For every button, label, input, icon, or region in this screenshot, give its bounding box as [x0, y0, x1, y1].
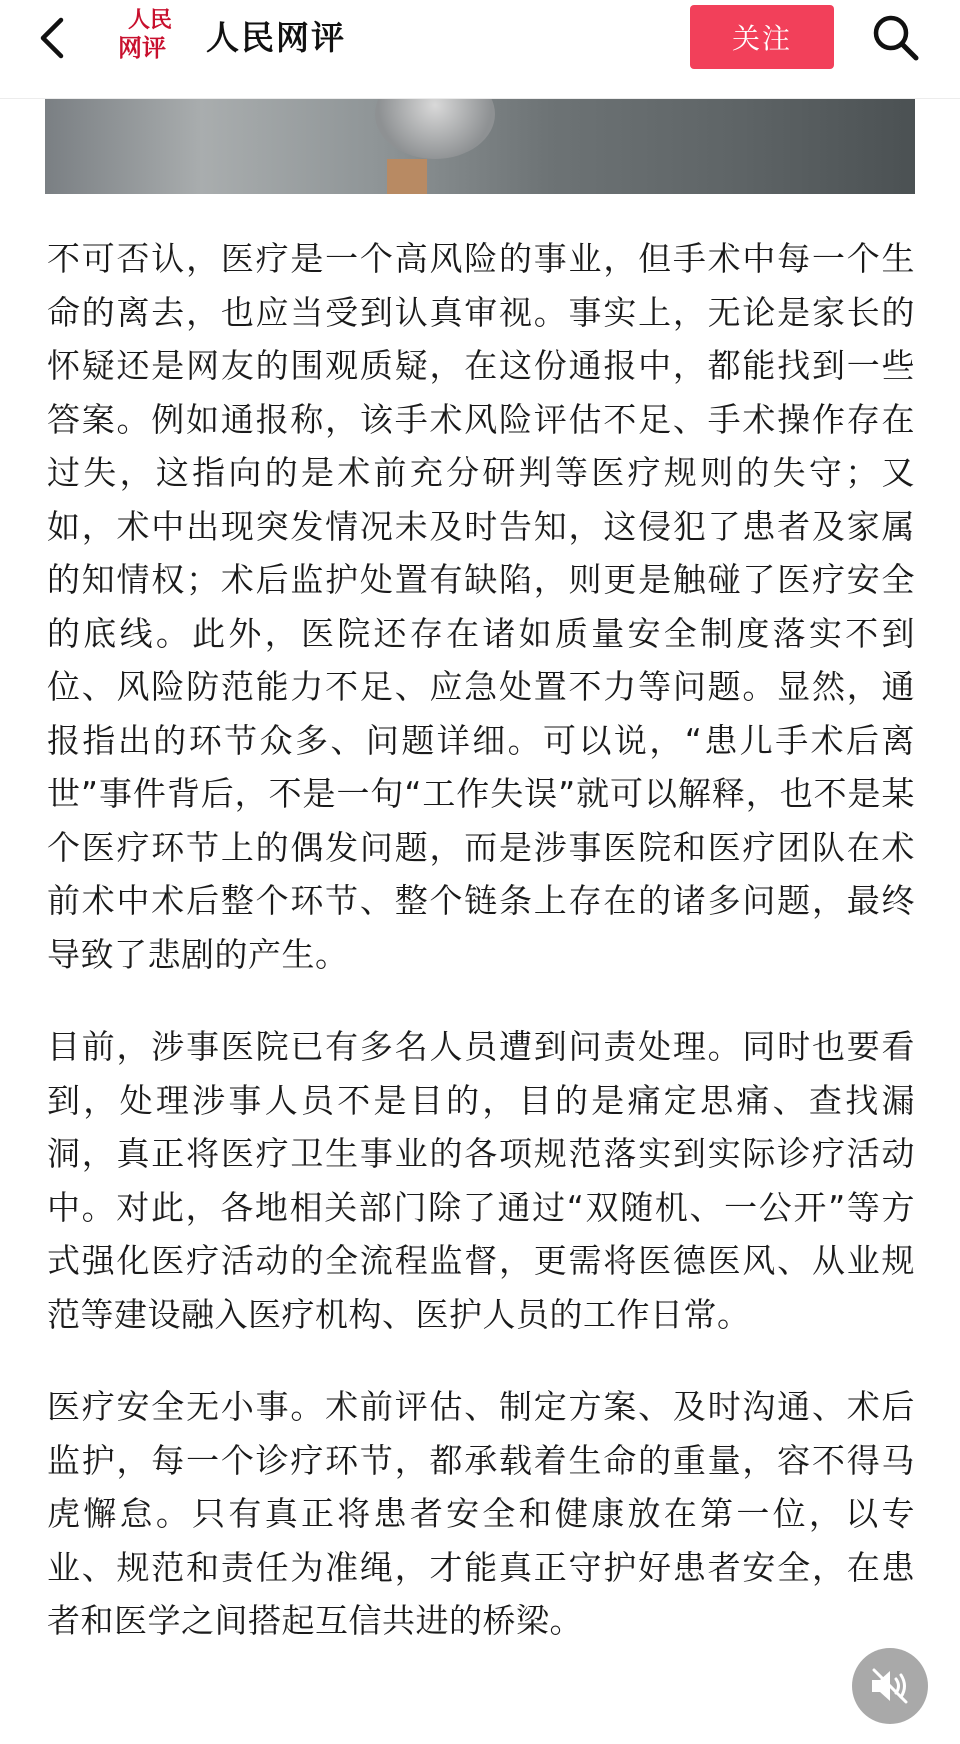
article-body — [47, 232, 915, 1687]
logo-bottom-text: 网评 — [118, 34, 166, 62]
mute-button[interactable] — [852, 1648, 928, 1724]
image-shape — [387, 159, 427, 194]
article-paragraph-3: 医疗安全无小事。术前评估、制定方案、及时沟通、术后监护，每一个诊疗环节，都承载着生命的重量，容不得马虎懈怠。只有真正将患者安全和健康放在第一位，以专业、规范和责任为准绳，才能真正守护好患者安全，在患者和医学之间搭起互信共进的桥梁。 — [47, 1387, 915, 1640]
back-button[interactable] — [30, 16, 74, 60]
article-paragraph-2: 目前，涉事医院已有多名人员遭到问责处理。同时也要看到，处理涉事人员不是目的，目的是痛定思痛、查找漏洞，真正将医疗卫生事业的各项规范落实到实际诊疗活动中。对此，各地相关部门除了通过“双随机、一公开”等方式强化医疗活动的全流程监督，更需将医德医风、从业规范等建设融入医疗机构、医护人员的工作日常。 — [47, 1027, 915, 1334]
logo-top-text: 人民 — [128, 8, 173, 33]
article-header-image — [45, 99, 915, 194]
image-shape — [375, 99, 495, 159]
back-arrow-icon — [37, 17, 67, 59]
mute-icon — [868, 1666, 912, 1706]
article-paragraph-1: 不可否认，医疗是一个高风险的事业，但手术中每一个生命的离去，也应当受到认真审视。事实上，无论是家长的怀疑还是网友的围观质疑，在这份通报中，都能找到一些答案。例如通报称，该手术风险评估不足、手术操作存在过失，这指向的是术前充分研判等医疗规则的失守；又如，术中出现突发情况未及时告知，这侵犯了患者及家属的知情权；术后监护处置有缺陷，则更是触碰了医疗安全的底线。此外，医院还存在诸如质量安全制度落实不到位、风险防范能力不足、应急处置不力等问题。显然，通报指出的环节众多、问题详细。可以说，“患儿手术后离世”事件背后，不是一句“工作失误”就可以解释，也不是某个医疗环节上的偶发问题，而是涉事医院和医疗团队在术前术中术后整个环节、整个链条上存在的诸多问题，最终导致了悲剧的产生。 — [47, 239, 915, 974]
account-logo[interactable] — [118, 8, 178, 66]
account-name[interactable]: 人民网评 — [206, 18, 346, 57]
top-navigation-bar — [0, 0, 960, 99]
follow-button[interactable]: 关注 — [690, 5, 834, 69]
search-button[interactable] — [870, 12, 922, 64]
search-icon — [870, 12, 922, 64]
